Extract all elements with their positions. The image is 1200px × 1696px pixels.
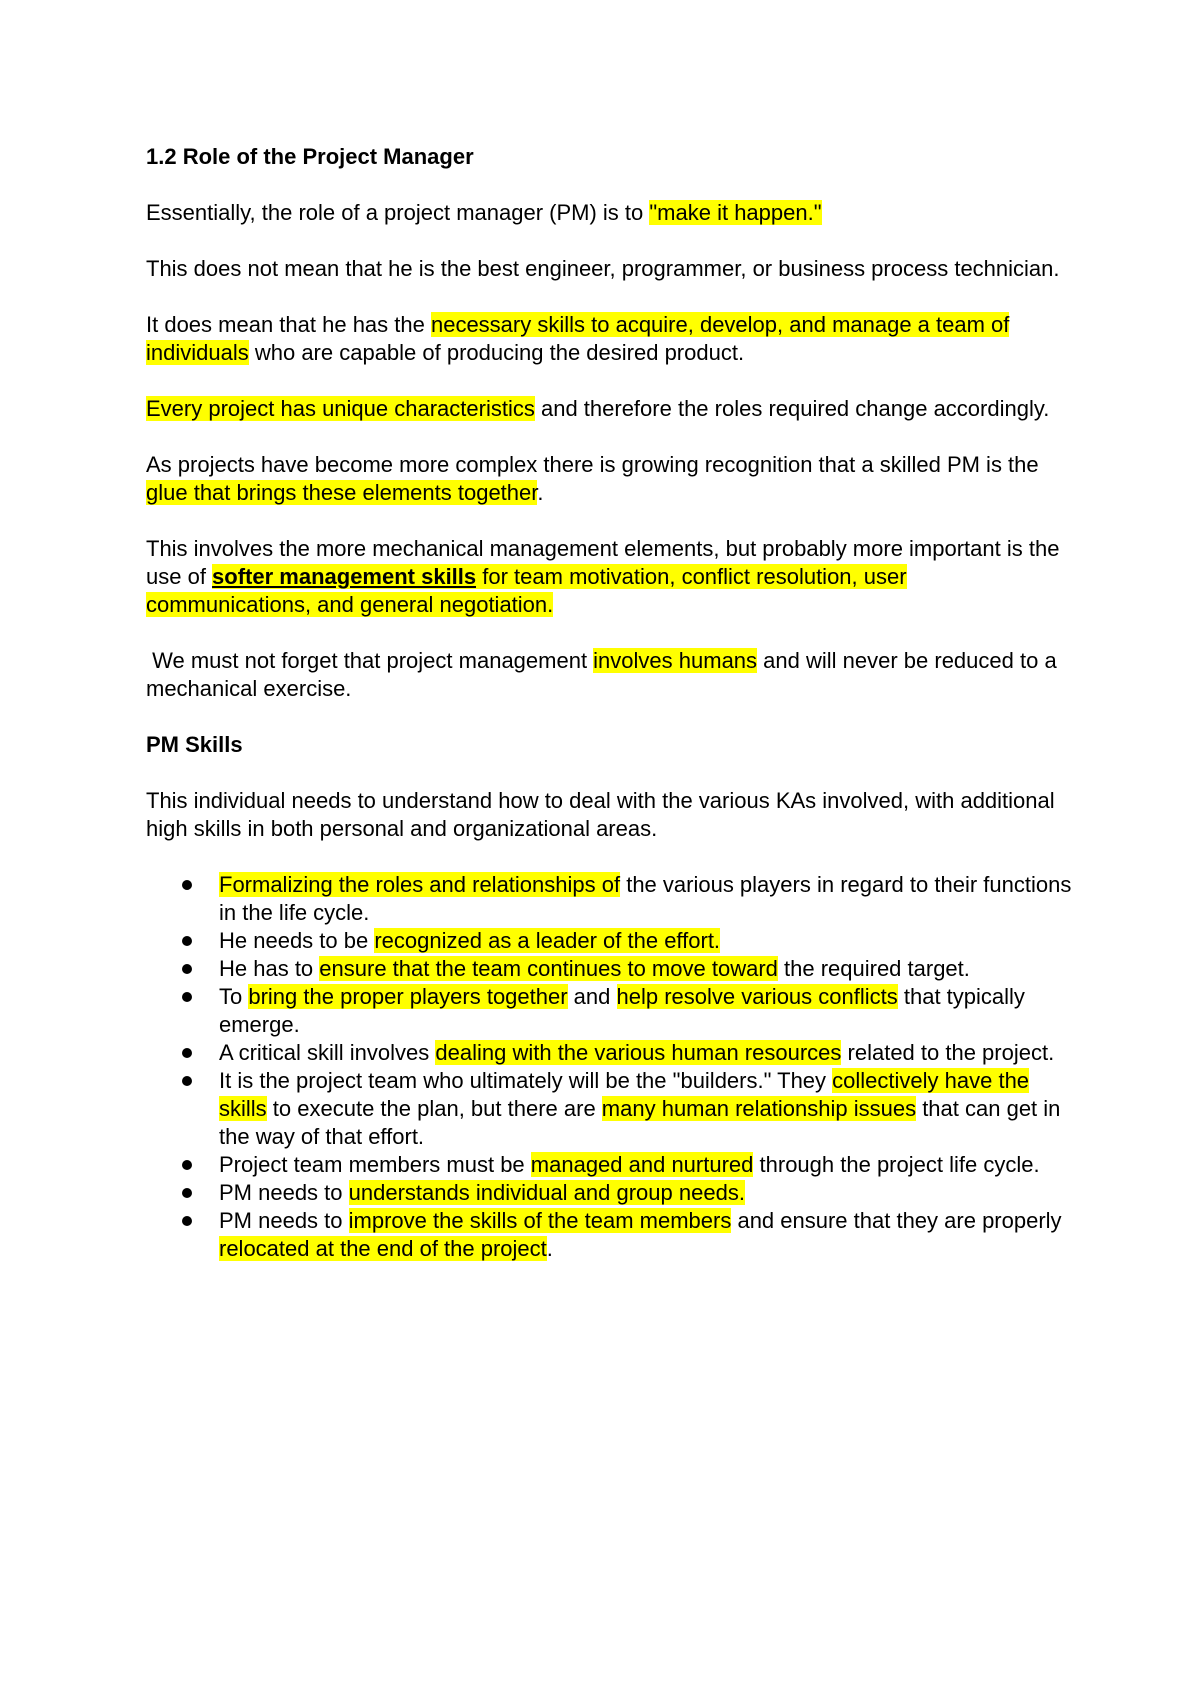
text-run: to execute the plan, but there are bbox=[266, 1096, 602, 1121]
highlighted-text: necessary skills to acquire, develop, and manage a team of individuals bbox=[146, 312, 1010, 365]
text-run: It does mean that he has the bbox=[146, 312, 431, 337]
highlighted-text: for team motivation, conflict resolution, user communications, and general negotiation. bbox=[146, 564, 907, 617]
text-run: Project team members must be bbox=[219, 1152, 531, 1177]
bullet-icon bbox=[182, 1076, 192, 1086]
list-item bbox=[146, 1207, 1076, 1263]
document-page bbox=[146, 143, 1076, 1263]
list-item bbox=[146, 871, 1076, 927]
highlighted-text: Formalizing the roles and relationships of bbox=[219, 872, 621, 897]
text-run: To bbox=[219, 984, 249, 1009]
pm-skills-heading: PM Skills bbox=[146, 732, 243, 757]
highlighted-text: ensure that the team continues to move toward bbox=[319, 956, 778, 981]
list-item bbox=[146, 1067, 1076, 1151]
paragraph-necessary-skills bbox=[146, 311, 1076, 367]
text-run: and therefore the roles required change accordingly. bbox=[534, 396, 1050, 421]
text-run: who are capable of producing the desired product. bbox=[248, 340, 745, 365]
text-run: and ensure that they are properly bbox=[731, 1208, 1062, 1233]
text-run: that typically emerge. bbox=[219, 984, 1025, 1037]
bullet-icon bbox=[182, 964, 192, 974]
text-run: A critical skill involves bbox=[219, 1040, 436, 1065]
text-run: He has to bbox=[219, 956, 320, 981]
paragraph-individual-needs: This individual needs to understand how to deal with the various KAs involved, with additional high skills in both personal and organizational areas. bbox=[146, 788, 1055, 841]
highlighted-text: "make it happen." bbox=[649, 200, 822, 225]
highlighted-text: collectively have the skills bbox=[219, 1068, 1030, 1121]
highlighted-text: improve the skills of the team members bbox=[348, 1208, 732, 1233]
paragraph-not-best-engineer: This does not mean that he is the best engineer, programmer, or business process technician. bbox=[146, 256, 1060, 281]
bold-underlined-text: softer management skills bbox=[212, 564, 477, 589]
bullet-icon bbox=[182, 1216, 192, 1226]
text-run: the required target. bbox=[777, 956, 970, 981]
text-run: He needs to be bbox=[219, 928, 375, 953]
text-run: Essentially, the role of a project manager (PM) is to bbox=[146, 200, 650, 225]
text-run: the various players in regard to their functions in the life cycle. bbox=[219, 872, 1072, 925]
paragraph-softer-skills bbox=[146, 535, 1076, 619]
highlighted-text: relocated at the end of the project bbox=[219, 1236, 547, 1261]
text-run: . bbox=[546, 1236, 553, 1261]
list-item bbox=[146, 955, 1076, 983]
text-run: We must not forget that project management bbox=[146, 648, 594, 673]
text-run: PM needs to bbox=[219, 1180, 349, 1205]
text-run: It is the project team who ultimately will be the "builders." They bbox=[219, 1068, 833, 1093]
text-run: PM needs to bbox=[219, 1208, 349, 1233]
highlighted-text: understands individual and group needs. bbox=[348, 1180, 745, 1205]
paragraph-glue bbox=[146, 451, 1076, 507]
list-item bbox=[146, 927, 1076, 955]
text-run: related to the project. bbox=[841, 1040, 1055, 1065]
highlighted-text: dealing with the various human resources bbox=[435, 1040, 842, 1065]
bullet-icon bbox=[182, 1160, 192, 1170]
text-run: that can get in the way of that effort. bbox=[219, 1096, 1061, 1149]
highlighted-text: help resolve various conflicts bbox=[616, 984, 898, 1009]
list-item bbox=[146, 1179, 1076, 1207]
paragraph-unique-characteristics bbox=[146, 395, 1076, 423]
bullet-icon bbox=[182, 1048, 192, 1058]
highlighted-text: recognized as a leader of the effort. bbox=[374, 928, 721, 953]
bullet-icon bbox=[182, 1188, 192, 1198]
list-item bbox=[146, 1039, 1076, 1067]
paragraph-role-intro bbox=[146, 199, 1076, 227]
text-run: As projects have become more complex there is growing recognition that a skilled PM is the bbox=[146, 452, 1039, 477]
text-run: through the project life cycle. bbox=[753, 1152, 1040, 1177]
list-item bbox=[146, 983, 1076, 1039]
highlighted-text: glue that brings these elements together bbox=[146, 480, 538, 505]
paragraph-involves-humans bbox=[146, 647, 1076, 703]
skills-list bbox=[146, 871, 1076, 1263]
bullet-icon bbox=[182, 936, 192, 946]
text-run: and bbox=[567, 984, 617, 1009]
highlighted-text: Every project has unique characteristics bbox=[146, 396, 535, 421]
text-run: This involves the more mechanical management elements, but probably more important is the use of bbox=[146, 536, 1060, 589]
highlighted-text: managed and nurtured bbox=[530, 1152, 754, 1177]
section-heading: 1.2 Role of the Project Manager bbox=[146, 144, 474, 169]
list-item bbox=[146, 1151, 1076, 1179]
highlighted-text: many human relationship issues bbox=[601, 1096, 917, 1121]
bullet-icon bbox=[182, 992, 192, 1002]
text-run: and will never be reduced to a mechanical exercise. bbox=[146, 648, 1057, 701]
highlighted-text: bring the proper players together bbox=[248, 984, 568, 1009]
text-run: . bbox=[537, 480, 544, 505]
bullet-icon bbox=[182, 880, 192, 890]
highlighted-text: involves humans bbox=[593, 648, 758, 673]
